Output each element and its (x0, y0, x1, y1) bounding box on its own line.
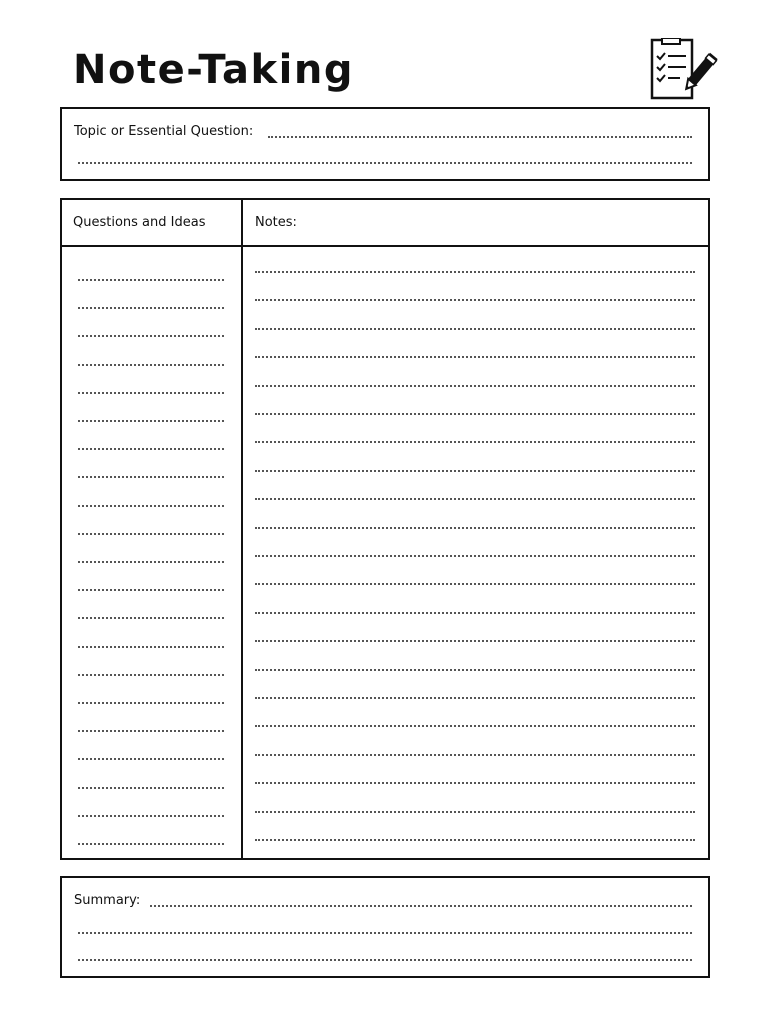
questions-write-line[interactable] (78, 476, 224, 478)
questions-write-line[interactable] (78, 448, 224, 450)
questions-write-line[interactable] (78, 307, 224, 309)
notes-write-line[interactable] (255, 754, 695, 756)
notes-write-line[interactable] (255, 839, 695, 841)
notes-write-line[interactable] (255, 555, 695, 557)
notes-write-line[interactable] (255, 299, 695, 301)
questions-write-line[interactable] (78, 505, 224, 507)
questions-write-line[interactable] (78, 335, 224, 337)
column-divider (241, 200, 243, 858)
questions-write-line[interactable] (78, 702, 224, 704)
notes-write-line[interactable] (255, 811, 695, 813)
questions-write-line[interactable] (78, 815, 224, 817)
questions-write-line[interactable] (78, 787, 224, 789)
notes-write-line[interactable] (255, 725, 695, 727)
questions-write-line[interactable] (78, 646, 224, 648)
notes-write-line[interactable] (255, 441, 695, 443)
questions-write-line[interactable] (78, 589, 224, 591)
questions-write-line[interactable] (78, 420, 224, 422)
notes-write-line[interactable] (255, 583, 695, 585)
summary-write-line[interactable] (150, 905, 692, 907)
notes-column-header: Notes: (255, 215, 297, 230)
questions-write-line[interactable] (78, 561, 224, 563)
notes-write-line[interactable] (255, 356, 695, 358)
topic-write-line[interactable] (78, 162, 692, 164)
topic-write-line[interactable] (268, 136, 692, 138)
notes-write-line[interactable] (255, 385, 695, 387)
questions-write-line[interactable] (78, 392, 224, 394)
summary-write-line[interactable] (78, 959, 692, 961)
questions-write-line[interactable] (78, 843, 224, 845)
summary-label: Summary: (74, 893, 141, 908)
questions-write-line[interactable] (78, 279, 224, 281)
header-divider (62, 245, 708, 247)
notes-write-line[interactable] (255, 612, 695, 614)
questions-write-line[interactable] (78, 617, 224, 619)
topic-label: Topic or Essential Question: (74, 124, 254, 139)
topic-section (60, 107, 710, 181)
page-title: Note-Taking (73, 47, 354, 93)
notes-section (60, 198, 710, 860)
notes-write-line[interactable] (255, 413, 695, 415)
notes-write-line[interactable] (255, 498, 695, 500)
notes-write-line[interactable] (255, 669, 695, 671)
questions-write-line[interactable] (78, 730, 224, 732)
summary-write-line[interactable] (78, 932, 692, 934)
questions-write-line[interactable] (78, 364, 224, 366)
questions-write-line[interactable] (78, 674, 224, 676)
notes-write-line[interactable] (255, 271, 695, 273)
questions-column-header: Questions and Ideas (73, 215, 206, 230)
notes-write-line[interactable] (255, 697, 695, 699)
checklist-with-pencil-icon (648, 38, 718, 102)
questions-write-line[interactable] (78, 533, 224, 535)
notes-write-line[interactable] (255, 470, 695, 472)
summary-section (60, 876, 710, 978)
notes-write-line[interactable] (255, 328, 695, 330)
questions-write-line[interactable] (78, 758, 224, 760)
notes-write-line[interactable] (255, 640, 695, 642)
notes-write-line[interactable] (255, 527, 695, 529)
notes-write-line[interactable] (255, 782, 695, 784)
